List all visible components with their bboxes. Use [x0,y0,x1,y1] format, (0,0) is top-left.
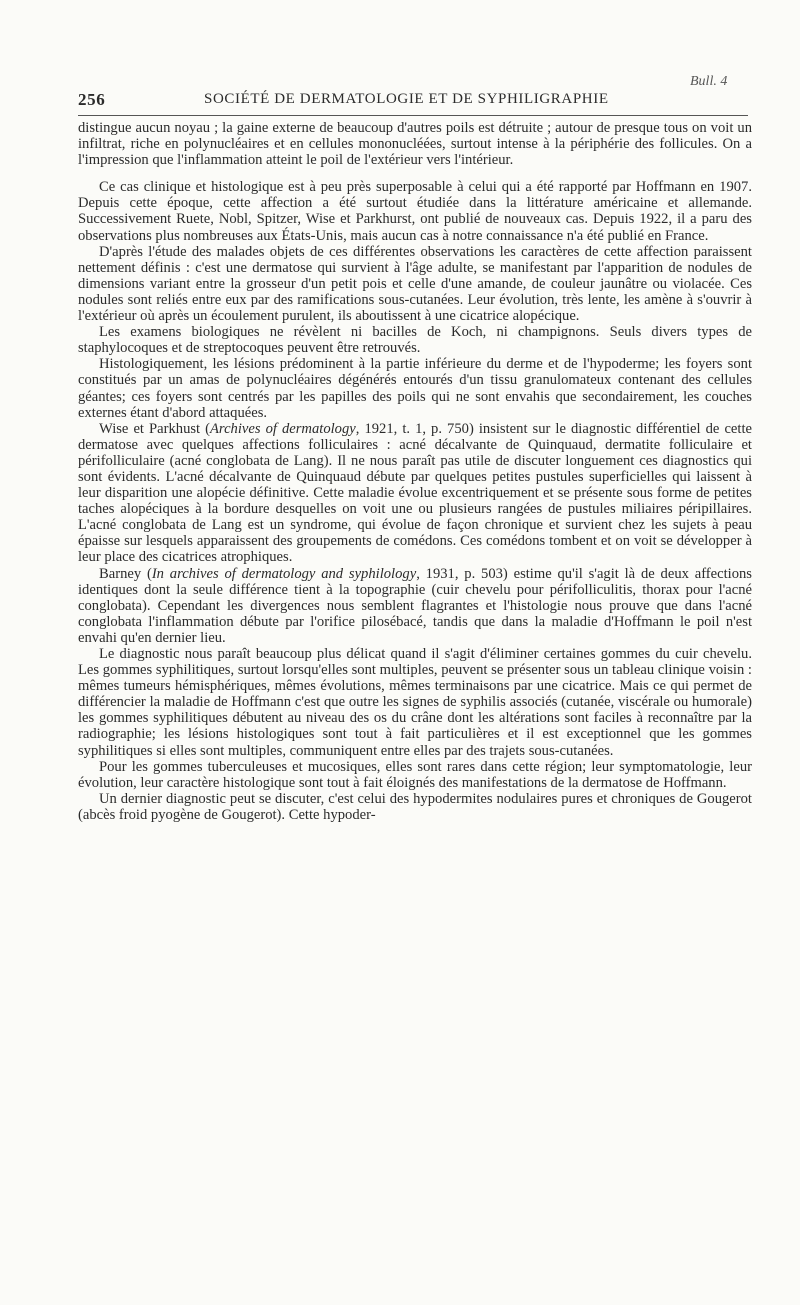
bulletin-reference: Bull. 4 [690,74,728,89]
running-header [78,90,748,112]
reference-title: Archives of dermatology [210,420,356,437]
text-run: , 1931, p. 503) estime qu'il s'agit là de deux affections identiques dont la seule différence tient à la topographie (cuir chevelu pour périfolliculitis, thorax pour l'acné conglobata). Cependant les divergences nous semblent flagrantes et l'histologie nous prouve que dans l'acné conglobata l'inflammation débute par l'orifice pilosébacé, tandis que dans la maladie d'Hoffmann le poil n'est envahi qu'en dernier lieu. [78,565,752,646]
paragraph-clinical-characters: D'après l'étude des malades objets de ces différentes observations les caractères de cette affection paraissent nettement définis : c'est une dermatose qui survient à l'âge adulte, se manifestant par l'apparition de nodules de dimensions variant entre la grosseur d'un petit pois et celle d'une amande, de couleur jaunâtre ou violacée. Ces nodules sont reliés entre eux par des ramifications sous-cutanées. Leur évolution, très lente, les amène à s'ouvrir à l'extérieur où après un écoulement purulent, ils aboutissent à une cicatrice alopécique. [78,243,752,325]
text-run: , 1921, t. 1, p. 750) insistent sur le diagnostic différentiel de cette dermatose avec quelques affections folliculaires : acné décalvante de Quinquaud, dermatite folliculaire et périfolliculaire (acné conglobata de Lang). Il ne nous paraît pas utile de discuter longuement ces diagnostics qui sont évidents. L'acné décalvante de Quinquaud débute par quelques petites pustules superficielles qui laissent à leur disparition une alopécie définitive. Cette maladie évolue excentriquement et se présente sous forme de petites taches alopéciques à la bordure desquelles on voit une ou plusieurs rangées de pustules miliaires péripillaires. L'acné conglobata de Lang est un syndrome, qui évolue de façon chronique et survient chez les sujets à peau épaisse sur lesquels apparaissent des groupements de comédons. Ces comédons tombent et on voit se développer à leur place des cicatrices atrophiques. [78,420,752,566]
reference-title: In archives of dermatology and syphilology [151,565,417,582]
paragraph-case-history: Ce cas clinique et histologique est à peu près superposable à celui qui a été rapporté par Hoffmann en 1907. Depuis cette époque, cette affection a été surtout étudiée dans la littérature américaine et allemande. Successivement Ruete, Nobl, Spitzer, Wise et Parkhurst, ont publié de nouveaux cas. Depuis 1922, il a paru des observations plus nombreuses aux États-Unis, mais aucun cas à notre connaissance n'a été publié en France. [78,179,752,244]
text-run: Barney ( [99,565,152,582]
paragraph-gougerot: Un dernier diagnostic peut se discuter, c'est celui des hypodermites nodulaires pures et chroniques de Gougerot (abcès froid pyogène de Gougerot). Cette hypoder- [78,790,752,823]
paragraph-barney [78,566,752,646]
paragraph-histology-detail: distingue aucun noyau ; la gaine externe de beaucoup d'autres poils est détruite ; autour de presque tous on voit un infiltrat, riche en polynucléaires et en cellules mononucléées, surtout intense à la périphérie des follicules. On a l'impression que l'inflammation atteint le poil de l'extérieur vers l'intérieur. [78,120,752,169]
paragraph-differential-diagnosis [78,421,752,566]
header-rule [78,115,748,116]
page-number: 256 [78,90,106,109]
journal-title: SOCIÉTÉ DE DERMATOLOGIE ET DE SYPHILIGRAPHIE [204,91,609,107]
paragraph-histology: Histologiquement, les lésions prédominent à la partie inférieure du derme et de l'hypoderme; les foyers sont constitués par un amas de polynucléaires dégénérés entourés d'un tissu granulomateux contenant des cellules géantes; ces foyers sont centrés par les papilles des poils qui ne sont envahis que secondairement, les couches externes étant d'abord attaquées. [78,356,752,421]
paragraph-syphilitic-gummas: Le diagnostic nous paraît beaucoup plus délicat quand il s'agit d'éliminer certaines gommes du cuir chevelu. Les gommes syphilitiques, surtout lorsqu'elles sont multiples, peuvent se présenter sous un tableau clinique voisin : mêmes tumeurs hémisphériques, mêmes évolutions, mêmes terminaisons par une cicatrice. Mais ce qui permet de différencier la maladie de Hoffmann c'est que outre les signes de syphilis associés (cutanée, viscérale ou humorale) les gommes syphilitiques débutent au niveau des os du crâne dont les altérations sont faciles à reconnaître par la radiographie; les lésions histologiques sont tout à fait particulières et il est exceptionnel que les gommes syphilitiques si elles sont multiples, communiquent entre elles par des trajets sous-cutanées. [78,646,752,759]
body-text [78,120,752,823]
text-run: Wise et Parkhust ( [99,420,211,437]
paragraph-tuberculous-gummas: Pour les gommes tuberculeuses et mucosiques, elles sont rares dans cette région; leur symptomatologie, leur évolution, leur caractère histologique sont tout à fait éloignés des manifestations de la dermatose de Hoffmann. [78,758,752,791]
paragraph-biological-exams: Les examens biologiques ne révèlent ni bacilles de Koch, ni champignons. Seuls divers types de staphylocoques et de streptocoques peuvent être retrouvés. [78,324,752,357]
